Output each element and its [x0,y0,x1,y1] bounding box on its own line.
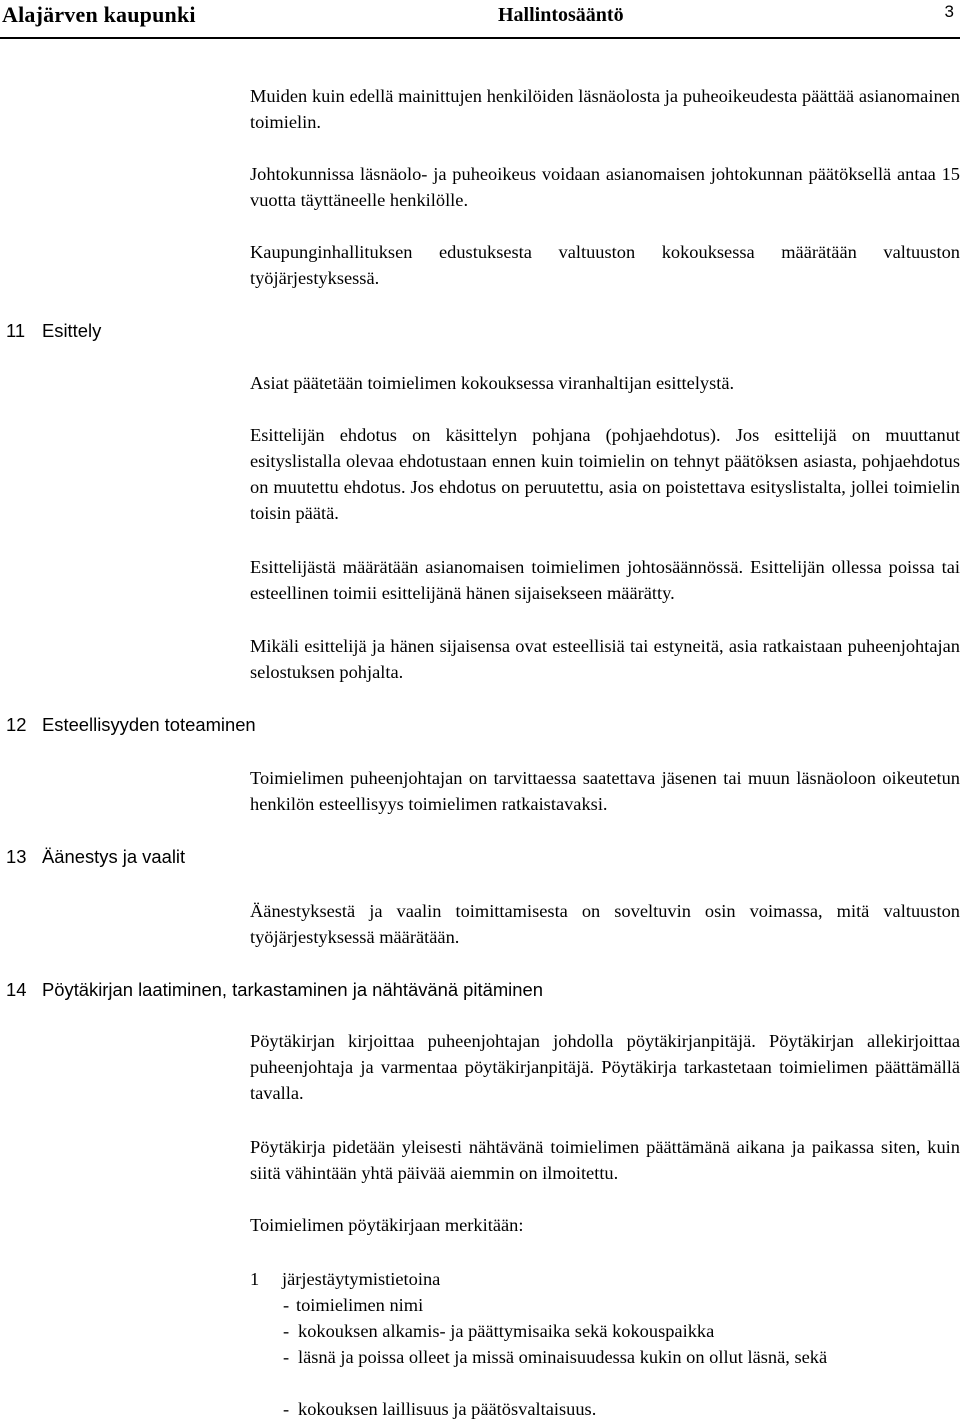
section-heading-14 [6,977,646,1003]
paragraph: Johtokunnissa läsnäolo- ja puheoikeus voidaan asianomaisen johtokunnan päätöksellä antaa 15 vuotta täyttäneelle henkilölle. [250,164,960,210]
list-bullet: - [283,1347,290,1367]
section-title: Äänestys ja vaalit [42,846,186,867]
section-heading-13 [6,844,646,870]
section-number: 11 [6,320,26,341]
list-item: - kokouksen laillisuus ja päätösvaltaisuus. [250,1396,960,1422]
section-heading-12 [6,712,646,738]
list-bullet: - [283,1321,290,1341]
list-item: - kokouksen alkamis- ja päättymisaika sekä kokouspaikka [250,1318,960,1344]
section-heading-11 [6,318,646,344]
list-number: 1 [250,1269,260,1289]
paragraph: Äänestyksestä ja vaalin toimittamisesta on soveltuvin osin voimassa, mitä valtuuston työjärjestyksessä määrätään. [250,901,960,947]
list-item: - läsnä ja poissa olleet ja missä ominaisuudessa kukin on ollut läsnä, sekä [250,1344,960,1396]
paragraph: Toimielimen puheenjohtajan on tarvittaessa saatettava jäsenen tai muun läsnäoloon oikeutetun henkilön esteellisyys toimielimen ratkaistavaksi. [250,768,960,814]
paragraph: Kaupunginhallituksen edustuksesta valtuuston kokouksessa määrätään valtuuston työjärjestyksessä. [250,242,960,288]
organization-name: Alajärven kaupunki [2,2,196,27]
paragraph: Esittelijästä määrätään asianomaisen toimielimen johtosäännössä. Esittelijän ollessa poissa tai esteellinen toimii esittelijänä hänen sijaisekseen määrätty. [250,557,960,603]
paragraph: Toimielimen pöytäkirjaan merkitään: [250,1215,524,1235]
record-contents-list [250,1266,960,1422]
header-divider [0,37,960,39]
section-number: 12 [6,714,27,735]
paragraph: Esittelijän ehdotus on käsittelyn pohjana (pohjaehdotus). Jos esittelijä on muuttanut esityslistalla olevaa ehdotustaan ennen kuin toimielin on tehnyt päätöksen asiasta, pohjaehdotus on muutettu ehdotus. Jos ehdotus on peruutettu, asia on poistettava esityslistalta, jollei toimielin toisin päätä. [250,425,960,523]
list-item: - toimielimen nimi [250,1292,960,1318]
paragraph: Mikäli esittelijä ja hänen sijaisensa ovat esteellisiä tai estyneitä, asia ratkaistaan puheenjohtajan selostuksen pohjalta. [250,636,960,682]
page-number: 3 [944,2,954,21]
section-title: Esittely [42,320,102,341]
list-heading [250,1266,960,1292]
list-bullet: - [283,1295,290,1315]
section-number: 13 [6,846,27,867]
section-title: Esteellisyyden toteaminen [42,714,256,735]
paragraph: Muiden kuin edellä mainittujen henkilöiden läsnäolosta ja puheoikeudesta päättää asianomainen toimielin. [250,86,960,132]
paragraph: Pöytäkirja pidetään yleisesti nähtävänä toimielimen päättämänä aikana ja paikassa siten, kuin siitä vähintään yhtä päivää aiemmin on ilmoitettu. [250,1137,960,1183]
list-title: järjestäytymistietoina [282,1269,441,1289]
page-header [0,0,960,36]
section-title: Pöytäkirjan laatiminen, tarkastaminen ja nähtävänä pitäminen [42,979,543,1000]
document-title: Hallintosääntö [498,4,624,26]
paragraph: Asiat päätetään toimielimen kokouksessa viranhaltijan esittelystä. [250,373,735,393]
list-bullet: - [283,1399,290,1419]
paragraph: Pöytäkirjan kirjoittaa puheenjohtajan johdolla pöytäkirjanpitäjä. Pöytäkirjan allekirjoittaa puheenjohtaja ja varmentaa pöytäkirjanpitäjä. Pöytäkirja tarkastetaan toimielimen päättämällä tavalla. [250,1031,960,1103]
section-number: 14 [6,979,27,1000]
